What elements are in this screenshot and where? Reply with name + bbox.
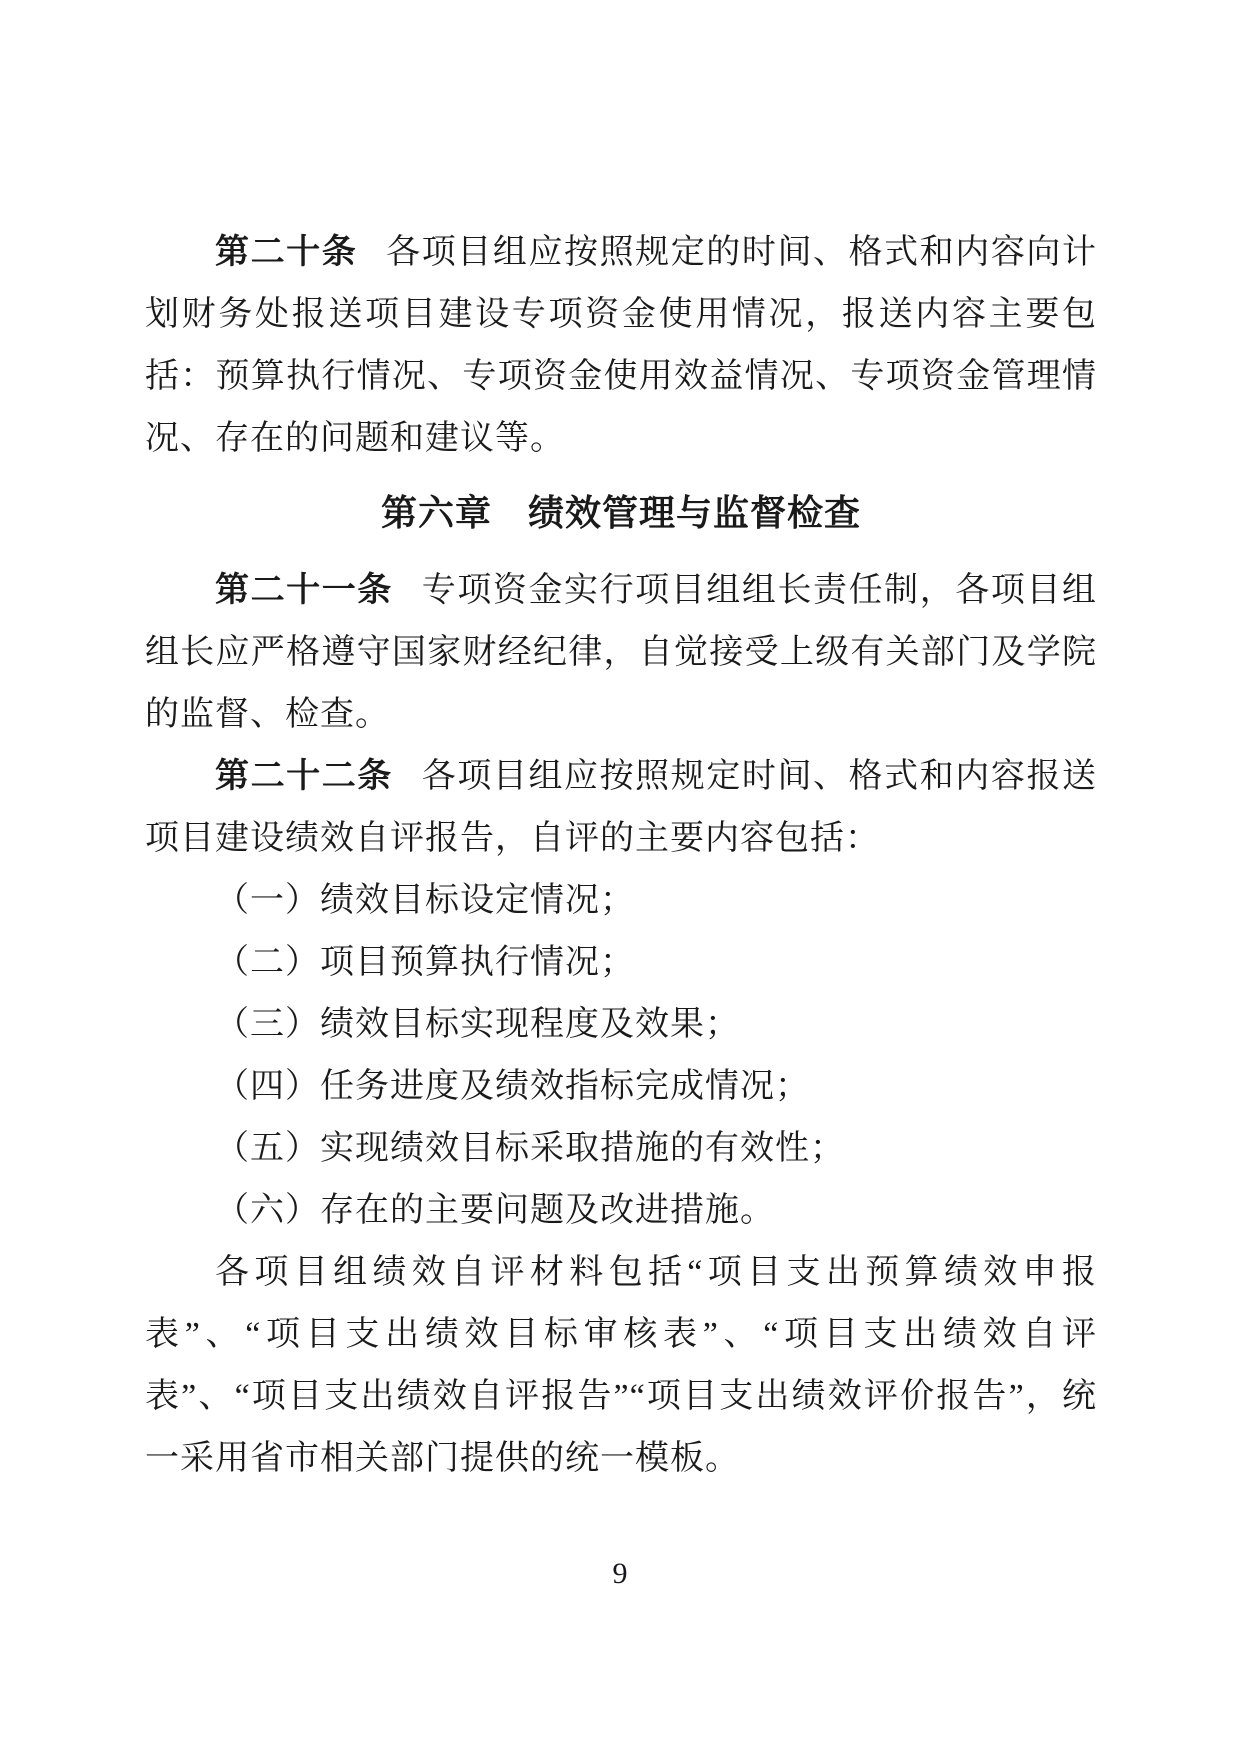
article-21-number: 第二十一条 (215, 572, 393, 609)
article-22-paragraph (145, 746, 1097, 870)
closing-paragraph: 各项目组绩效自评材料包括“项目支出预算绩效申报表”、“项目支出绩效目标审核表”、“项目支出绩效自评表”、“项目支出绩效自评报告”“项目支出绩效评价报告”，统一采用省市相关部门提供的统一模板。 (145, 1254, 1097, 1477)
article-22-text: 各项目组应按照规定时间、格式和内容报送项目建设绩效自评报告，自评的主要内容包括： (145, 758, 1098, 857)
document-body (145, 222, 1097, 1490)
chapter-6-number: 第六章 (380, 492, 492, 533)
self-eval-item-4: （四）任务进度及绩效指标完成情况； (215, 1068, 810, 1105)
self-eval-item-2: （二）项目预算执行情况； (215, 944, 635, 981)
self-eval-item-6: （六）存在的主要问题及改进措施。 (215, 1192, 775, 1229)
article-21-paragraph (145, 560, 1097, 746)
article-22-number: 第二十二条 (215, 758, 393, 795)
article-21-text: 专项资金实行项目组组长责任制，各项目组组长应严格遵守国家财经纪律，自觉接受上级有关部门及学院的监督、检查。 (145, 572, 1098, 733)
self-eval-item-1: （一）绩效目标设定情况； (215, 882, 635, 919)
article-20-number: 第二十条 (215, 234, 358, 271)
self-eval-item-3: （三）绩效目标实现程度及效果； (215, 1006, 740, 1043)
chapter-6-heading (145, 482, 1097, 544)
article-20-text: 各项目组应按照规定的时间、格式和内容向计划财务处报送项目建设专项资金使用情况，报送内容主要包括：预算执行情况、专项资金使用效益情况、专项资金管理情况、存在的问题和建议等。 (145, 234, 1097, 457)
chapter-6-title: 绩效管理与监督检查 (528, 492, 862, 533)
self-eval-item-5: （五）实现绩效目标采取措施的有效性； (215, 1130, 845, 1167)
page-number: 9 (612, 1557, 628, 1590)
article-20-paragraph (145, 222, 1097, 470)
